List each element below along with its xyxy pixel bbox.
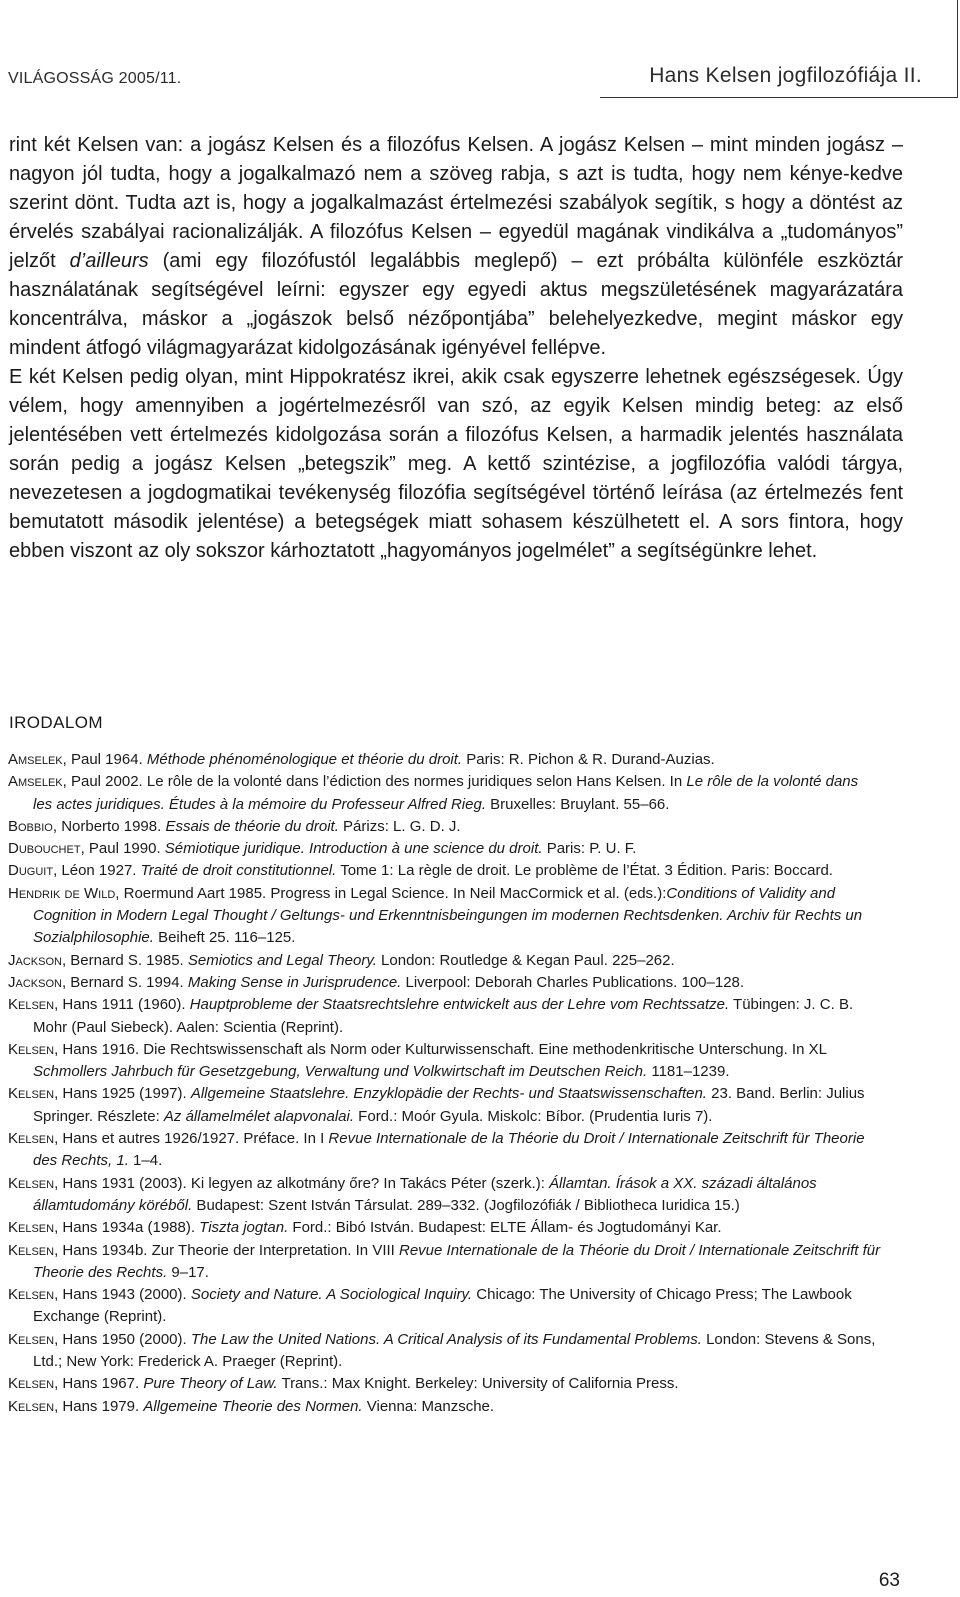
reference-item [8,816,881,838]
reference-text: , Hans 1934a (1988). [54,1219,200,1237]
reference-item [8,1217,881,1239]
reference-author: Duguit [8,862,54,880]
reference-author: Kelsen [8,1397,55,1415]
reference-author: Kelsen [8,1219,55,1237]
article-running-title: Hans Kelsen jogfilozófiája II. [649,64,922,87]
reference-author: Kelsen [8,1330,55,1348]
reference-author: Kelsen [8,1040,55,1058]
reference-text: , Norberto 1998. [52,817,166,835]
paragraph: E két Kelsen pedig olyan, mint Hippokratész ikrei, akik csak egyszerre lehetnek egészségesek. Úgy vélem, hogy amennyiben a jogértelmezésről van szó, az egyik Kelsen mindig beteg: az első jelentésében vett értelmezés kidolgozása során a filozófus Kelsen, a harmadik jelentés használata során pedig a jogász Kelsen „betegszik” meg. A kettő szintézise, a jogfilozófia valódi tárgya, nevezetesen a jogdogmatikai tevékenység filozófia segítségével történő leírása (az értelmezés fent bemutatott második jelentése) a betegségek miatt sohasem készülhetett el. A sors fintora, hogy ebben viszont az oly sokszor kárhoztatott „hagyományos jogelmélet” a segítségünkre lehet. [9,366,903,562]
reference-text: 23. Band. Berlin: Julius Springer. Részlete: [33,1085,865,1125]
reference-author: Jackson [8,973,62,991]
reference-text: Tübingen: J. C. B. Mohr (Paul Siebeck). Aalen: Scientia (Reprint). [33,996,854,1036]
page-number: 63 [878,1570,900,1591]
reference-text: , Bernard S. 1994. [61,973,188,991]
reference-title: Méthode phénoménologique et théorie du droit. [146,751,463,768]
reference-author: Kelsen [8,996,55,1014]
reference-text: , Léon 1927. [53,862,141,880]
reference-text: London: Stevens & Sons, Ltd.; New York: Frederick A. Praeger (Reprint). [33,1330,876,1371]
reference-title: Pure Theory of Law. [143,1375,278,1393]
reference-text: Budapest: Szent István Társulat. 289–332. (Jogfilozófiák / Bibliotheca Iuridica 15.) [192,1196,740,1214]
reference-text: Chicago: The University of Chicago Press; The Lawbook Exchange (Reprint). [33,1286,852,1326]
reference-title: Sémiotique juridique. Introduction à une science du droit. [164,840,543,858]
reference-item [8,1284,881,1329]
reference-title: The Law the United Nations. A Critical Analysis of its Fundamental Problems. [190,1330,702,1348]
reference-title: Tiszta jogtan. [199,1219,289,1237]
reference-text: , Hans 1916. Die Rechtswissenschaft als Norm oder Kulturwissenschaft. Eine methodenkritische Unterschung. In XL [54,1040,827,1058]
reference-text: 1–4. [128,1152,163,1170]
journal-issue: VILÁGOSSÁG 2005/11. [8,70,182,87]
paragraph-text: rint két Kelsen van: a jogász Kelsen és a filozófus Kelsen. A jogász Kelsen – mint minden jogász – nagyon jól tudta, hogy a jogalkalmazó nem a szöveg rabja, s azt is tudta, hogy nem kénye-kedve szerint dönt. Tudta azt is, hogy a jogalkalmazást értelmezési szabályok segítik, s hogy a döntést az érvelés szabályai racionalizálják. A filozófus Kelsen – egyedül magának vindikálva a „tudományos” jelzőt [9,134,903,272]
reference-item [8,771,881,816]
reference-item [8,1173,881,1218]
reference-item [8,1396,881,1418]
reference-text: Liverpool: Deborah Charles Publications. 100–128. [401,973,745,991]
reference-title: Schmollers Jahrbuch für Gesetzgebung, Verwaltung und Volkwirtschaft im Deutschen Reich. [33,1063,648,1081]
reference-item [8,1329,881,1374]
reference-text: , Hans 1934b. Zur Theorie der Interpretation. In VIII [54,1241,399,1259]
reference-text: Beiheft 25. 116–125. [153,929,296,947]
references-heading: IRODALOM [9,713,103,732]
reference-text: , Hans 1950 (2000). [54,1330,191,1348]
header-rule [600,97,958,98]
reference-text: 9–17. [167,1263,209,1281]
reference-title: Revue Internationale de la Théorie du Droit / Internationale Zeitschrift für Theorie des Rechts. [33,1241,881,1281]
reference-item [8,1039,881,1084]
reference-author: Kelsen [8,1241,55,1259]
reference-title: Conditions of Validity and Cognition in Modern Legal Thought / Geltungs- und Erkenntnisbeingungen im modernen Rechtsdenken. Archiv für Rechts un Sozialphilosophie. [33,884,863,947]
reference-author: Jackson [8,951,62,969]
reference-text: Tome 1: La règle de droit. Le problème de l’État. 3 Édition. Paris: Boccard. [336,862,833,880]
reference-title: Államtan. Írások a XX. századi általános államtudomány köréből. [33,1174,817,1214]
reference-text: , Hans 1931 (2003). Ki legyen az alkotmány őre? In Takács Péter (szerk.): [54,1174,550,1192]
reference-item [8,1128,881,1173]
header-vertical-rule [957,0,958,98]
reference-author: Kelsen [8,1286,55,1304]
running-header [0,0,958,97]
reference-item [8,994,881,1039]
reference-text: , Paul 1990. [80,840,165,858]
reference-text: Trans.: Max Knight. Berkeley: University of California Press. [277,1375,679,1393]
reference-item [8,950,881,972]
paragraph-text: (ami egy filozófustól legalábbis meglepő) – ezt próbálta különféle eszköztár használatának segítségével leírni: egyszer egy egyedi aktus megszületésének magyarázatára koncentrálva, máskor a „jogászok belső nézőpontjába” belehelyezkedve, megint máskor egy mindent átfogó világmagyarázat kidolgozásának igényével fellépve. [9,250,904,359]
reference-text: Paris: P. U. F. [542,840,637,858]
italic-term: d’ailleurs [69,250,149,272]
reference-text: Ford.: Moór Gyula. Miskolc: Bíbor. (Prudentia Iuris 7). [354,1107,713,1125]
reference-title: Hauptprobleme der Staatsrechtslehre entwickelt aus der Lehre vom Rechtssatze. [189,996,730,1014]
reference-author: Kelsen [8,1130,55,1148]
reference-text: Vienna: Manzsche. [362,1397,495,1415]
reference-author: Kelsen [8,1174,55,1192]
reference-text: Paris: R. Pichon & R. Durand-Auzias. [462,751,715,768]
reference-item [8,883,881,950]
reference-text: , Hans 1943 (2000). [54,1286,191,1304]
reference-item [8,860,881,882]
reference-item [8,1083,881,1128]
reference-title: Az államelmélet alapvonalai. [163,1107,355,1125]
paragraph [9,131,903,363]
reference-item [8,838,881,860]
reference-title: Allgemeine Staatslehre. Enzyklopädie der Rechts- und Staatswissenschaften. [190,1085,707,1103]
reference-item [8,972,881,994]
reference-author: Amselek [8,751,63,768]
reference-author: Bobbio [8,817,53,835]
reference-item [8,1373,881,1395]
reference-item [8,749,881,771]
reference-text: Ford.: Bibó István. Budapest: ELTE Állam- és Jogtudományi Kar. [288,1219,722,1237]
reference-text: , Bernard S. 1985. [61,951,188,969]
reference-author: Amselek [8,773,63,791]
reference-title: Le rôle de la volonté dans les actes juridiques. Études à la mémoire du Professeur Alfred Rieg. [33,773,859,813]
reference-text: , Roermund Aart 1985. Progress in Legal Science. In Neil MacCormick et al. (eds.): [115,884,667,902]
reference-text: , Paul 2002. Le rôle de la volonté dans l’édiction des normes juridiques selon Hans Kelsen. In [62,773,687,791]
reference-author: Kelsen [8,1375,55,1393]
reference-text: London: Routledge & Kegan Paul. 225–262. [376,951,675,969]
reference-author: Dubouchet [8,840,81,858]
reference-title: Making Sense in Jurisprudence. [187,973,402,991]
body-text [9,131,903,566]
reference-title: Society and Nature. A Sociological Inquiry. [190,1286,473,1304]
reference-text: , Hans 1925 (1997). [54,1085,191,1103]
reference-text: Párizs: L. G. D. J. [338,817,461,835]
reference-item [8,1240,881,1285]
references-list [8,749,881,1418]
reference-text: 1181–1239. [647,1063,730,1081]
reference-title: Revue Internationale de la Théorie du Droit / Internationale Zeitschrift für Theorie des Rechts, 1. [33,1130,865,1170]
reference-text: , Paul 1964. [62,751,147,768]
reference-text: , Hans 1979. [54,1397,144,1415]
reference-title: Semiotics and Legal Theory. [187,951,377,969]
reference-title: Essais de théorie du droit. [165,817,339,835]
reference-text: , Hans et autres 1926/1927. Préface. In I [54,1130,329,1148]
reference-title: Traité de droit constitutionnel. [140,862,337,880]
reference-author: Kelsen [8,1085,55,1103]
reference-author: Hendrik de Wild [8,884,116,902]
reference-text: , Hans 1967. [54,1375,144,1393]
reference-text: Bruxelles: Bruylant. 55–66. [486,795,670,813]
reference-text: , Hans 1911 (1960). [54,996,190,1014]
reference-title: Allgemeine Theorie des Normen. [143,1397,363,1415]
